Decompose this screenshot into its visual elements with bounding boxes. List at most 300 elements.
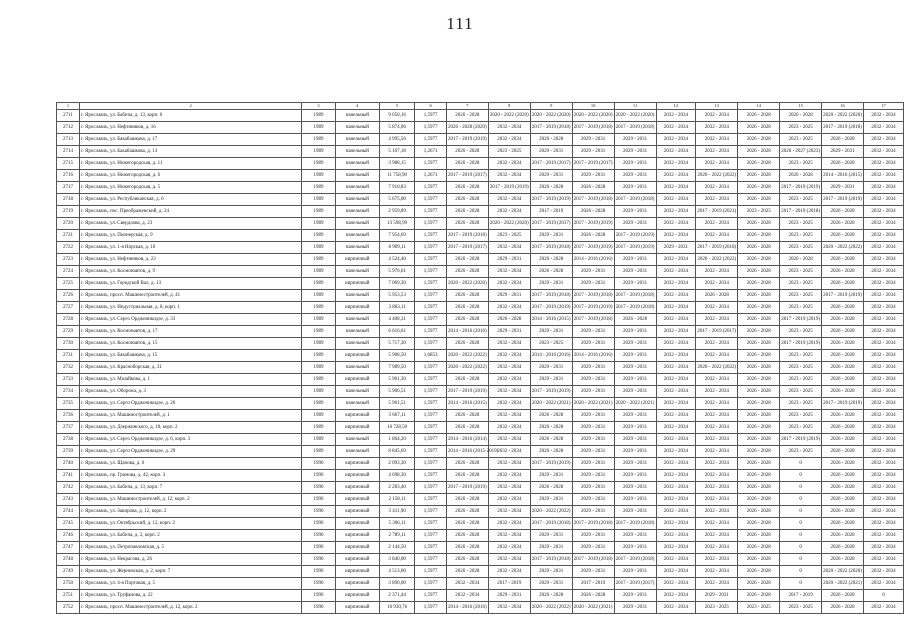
table-cell: г. Ярославль, ул. Индустриальная, д. 8, корп. 1: [80, 302, 302, 314]
table-cell: 2032 - 2034: [696, 218, 738, 230]
table-row: [57, 566, 904, 578]
table-cell: 2026 - 2028: [822, 134, 864, 146]
table-cell: 1,5977: [415, 470, 446, 482]
table-cell: 2032 - 2034: [656, 494, 696, 506]
table-cell: 2 144,50: [379, 542, 415, 554]
table-cell: 2032 - 2034: [656, 146, 696, 158]
table-row: [57, 350, 904, 362]
table-cell: 2032 - 2034: [488, 122, 530, 134]
table-cell: 1989: [302, 326, 336, 338]
table-cell: 2032 - 2034: [488, 302, 530, 314]
table-cell: 1,5977: [415, 230, 446, 242]
table-cell: 3 840,00: [379, 554, 415, 566]
table-cell: 2032 - 2034: [656, 302, 696, 314]
table-cell: панельный: [335, 230, 379, 242]
table-cell: 16 930,76: [379, 602, 415, 614]
table-cell: 0: [780, 482, 822, 494]
column-number-cell: 5: [379, 103, 415, 110]
table-cell: 2032 - 2034: [656, 194, 696, 206]
table-cell: 2017 - 2019 (2019): [530, 386, 572, 398]
table-row: [57, 470, 904, 482]
table-cell: 1989: [302, 218, 336, 230]
table-cell: г. Ярославль, ул. Бакабашкова, д. 17: [80, 134, 302, 146]
table-cell: г. Ярославль, ул. Космонавтов, д. 9: [80, 266, 302, 278]
table-cell: 2029 - 2031: [530, 494, 572, 506]
table-cell: г. Ярославль, пр. Громова, д. 42, корп. 3: [80, 470, 302, 482]
table-cell: 2032 - 2034: [656, 566, 696, 578]
table-cell: 7 910,83: [379, 182, 415, 194]
table-cell: 2032 - 2034: [864, 470, 904, 482]
table-cell: 2032 - 2034: [864, 398, 904, 410]
table-cell: 2720: [57, 218, 80, 230]
table-cell: 2029 - 2031: [572, 566, 614, 578]
table-cell: 2026 - 2028: [780, 254, 822, 266]
table-cell: 2734: [57, 386, 80, 398]
table-cell: г. Ярославль, ул. Машиностроителей, д. 1: [80, 410, 302, 422]
table-cell: 2032 - 2034: [696, 494, 738, 506]
table-row: [57, 122, 904, 134]
table-cell: 2032 - 2034: [696, 482, 738, 494]
table-cell: 2732: [57, 362, 80, 374]
table-cell: 2026 - 2028: [738, 170, 780, 182]
table-cell: 2731: [57, 350, 80, 362]
table-cell: 13 598,99: [379, 218, 415, 230]
table-cell: 2029 - 2031: [572, 542, 614, 554]
table-cell: 1,5977: [415, 494, 446, 506]
table-cell: 2 158,11: [379, 494, 415, 506]
table-cell: 9 050,16: [379, 110, 415, 122]
table-cell: 2026 - 2028: [446, 314, 488, 326]
table-cell: 2032 - 2034: [696, 158, 738, 170]
table-cell: 2032 - 2034: [696, 434, 738, 446]
table-cell: кирпичный: [335, 302, 379, 314]
table-cell: 2029 - 2031: [614, 134, 656, 146]
table-cell: 5 167,18: [379, 146, 415, 158]
table-cell: панельный: [335, 434, 379, 446]
table-cell: 1,6853: [415, 350, 446, 362]
table-cell: 2026 - 2028: [446, 182, 488, 194]
table-cell: 2017 - 2019 (2017): [530, 158, 572, 170]
table-cell: 2746: [57, 530, 80, 542]
table-cell: 2032 - 2034: [864, 350, 904, 362]
table-cell: 1989: [302, 230, 336, 242]
table-cell: 2026 - 2028: [738, 254, 780, 266]
table-cell: 2017 - 2019 (2019): [780, 314, 822, 326]
table-cell: 2032 - 2034: [864, 134, 904, 146]
table-cell: 2029 - 2031: [614, 350, 656, 362]
table-cell: 2026 - 2028: [822, 218, 864, 230]
table-cell: г. Ярославль, ул. Нижегородская, д. 5: [80, 182, 302, 194]
table-cell: 2026 - 2028: [446, 542, 488, 554]
table-cell: 2738: [57, 434, 80, 446]
table-cell: 1990: [302, 590, 336, 602]
table-cell: 2026 - 2028: [530, 254, 572, 266]
table-cell: 1989: [302, 350, 336, 362]
table-cell: 2032 - 2034: [656, 506, 696, 518]
table-cell: 1989: [302, 182, 336, 194]
table-cell: 2726: [57, 290, 80, 302]
table-row: [57, 398, 904, 410]
table-cell: 1989: [302, 194, 336, 206]
table-cell: 2026 - 2028: [488, 314, 530, 326]
table-cell: 2029 - 2031: [614, 506, 656, 518]
table-cell: 2032 - 2034: [488, 482, 530, 494]
table-cell: 1990: [302, 518, 336, 530]
table-cell: 2026 - 2028: [530, 446, 572, 458]
table-cell: 2032 - 2034: [696, 410, 738, 422]
table-cell: 2728: [57, 314, 80, 326]
table-cell: 2029 - 2031: [488, 590, 530, 602]
table-cell: 2032 - 2034: [488, 530, 530, 542]
table-cell: 2711: [57, 110, 80, 122]
table-cell: 2026 - 2028: [696, 290, 738, 302]
table-cell: 2032 - 2034: [488, 542, 530, 554]
table-cell: 2017 - 2019 (2019): [572, 242, 614, 254]
table-cell: 2032 - 2034: [656, 278, 696, 290]
table-cell: 2719: [57, 206, 80, 218]
table-cell: г. Ярославль, ул. Космонавтов, д. 17: [80, 326, 302, 338]
table-cell: 2751: [57, 590, 80, 602]
table-cell: 2017 - 2019 (2019): [614, 242, 656, 254]
table-cell: 2026 - 2028: [822, 446, 864, 458]
table-cell: 2026 - 2028: [738, 530, 780, 542]
table-cell: 1,5977: [415, 194, 446, 206]
table-cell: 2740: [57, 458, 80, 470]
table-cell: 2029 - 2031: [572, 266, 614, 278]
table-cell: 2029 - 2031: [614, 266, 656, 278]
table-cell: 2029 - 2031: [614, 566, 656, 578]
table-cell: панельный: [335, 242, 379, 254]
table-cell: 2029 - 2031: [530, 470, 572, 482]
table-cell: панельный: [335, 446, 379, 458]
table-cell: 2715: [57, 158, 80, 170]
table-cell: 4 698,30: [379, 470, 415, 482]
table-cell: 2026 - 2028: [822, 506, 864, 518]
table-cell: 2017 - 2019: [780, 590, 822, 602]
table-cell: г. Ярославль, ул. 4-я Портовая, д. 5: [80, 578, 302, 590]
table-cell: 2032 - 2034: [656, 110, 696, 122]
table-cell: 2023 - 2025: [530, 338, 572, 350]
table-cell: 4 995,56: [379, 134, 415, 146]
table-cell: 2020 - 2022 (2022): [446, 350, 488, 362]
table-cell: 2020 - 2022 (2022): [696, 170, 738, 182]
table-cell: 2032 - 2034: [864, 374, 904, 386]
table-cell: 6 616,61: [379, 326, 415, 338]
table-cell: 2029 - 2031: [572, 482, 614, 494]
table-cell: 0: [780, 494, 822, 506]
table-cell: 2026 - 2028: [738, 338, 780, 350]
table-cell: 2032 - 2034: [488, 158, 530, 170]
table-cell: г. Ярославль, ул. Серго Орджоникидзе, д. 29: [80, 446, 302, 458]
table-cell: 1,5977: [415, 422, 446, 434]
table-cell: 2026 - 2028: [822, 422, 864, 434]
table-cell: 2032 - 2034: [488, 338, 530, 350]
table-cell: 2 959,89: [379, 206, 415, 218]
table-cell: 0: [780, 530, 822, 542]
table-cell: 1,5977: [415, 398, 446, 410]
table-cell: 2749: [57, 566, 80, 578]
table-cell: 2017 - 2019: [530, 206, 572, 218]
table-cell: 2026 - 2028: [446, 470, 488, 482]
table-cell: 2712: [57, 122, 80, 134]
table-cell: 2026 - 2028: [738, 566, 780, 578]
table-cell: 2026 - 2028: [738, 182, 780, 194]
table-cell: 2026 - 2028: [530, 410, 572, 422]
table-cell: 2029 - 2031: [572, 386, 614, 398]
table-cell: 2026 - 2028: [738, 494, 780, 506]
table-cell: 2023 - 2025: [780, 350, 822, 362]
table-cell: 2029 - 2031: [530, 362, 572, 374]
table-cell: 2023 - 2025: [780, 386, 822, 398]
table-cell: 0: [780, 554, 822, 566]
table-cell: 1989: [302, 446, 336, 458]
table-cell: 2739: [57, 446, 80, 458]
table-cell: 1,2671: [415, 170, 446, 182]
table-cell: 2032 - 2034: [656, 326, 696, 338]
table-cell: 2725: [57, 278, 80, 290]
table-cell: 2032 - 2034: [656, 434, 696, 446]
table-cell: 2029 - 2031: [572, 494, 614, 506]
table-cell: кирпичный: [335, 278, 379, 290]
table-cell: 0: [780, 470, 822, 482]
table-row: [57, 554, 904, 566]
table-cell: 2017 - 2019 (2018): [530, 290, 572, 302]
table-cell: 2032 - 2034: [696, 230, 738, 242]
table-cell: 2029 - 2031: [614, 362, 656, 374]
table-cell: 2017 - 2019 (2019): [530, 194, 572, 206]
table-cell: 1,5977: [415, 554, 446, 566]
table-cell: 2017 - 2019 (2017): [614, 578, 656, 590]
table-cell: 5 675,00: [379, 194, 415, 206]
table-cell: 2023 - 2025: [488, 230, 530, 242]
table-cell: 2026 - 2028: [738, 218, 780, 230]
table-row: [57, 182, 904, 194]
table-cell: 2032 - 2034: [656, 386, 696, 398]
table-cell: 2026 - 2028: [738, 314, 780, 326]
table-cell: 2026 - 2028: [446, 338, 488, 350]
table-cell: 2748: [57, 554, 80, 566]
table-cell: 1,5977: [415, 182, 446, 194]
table-cell: 1,5977: [415, 206, 446, 218]
table-cell: г. Ярославль, ул. Петропавловская, д. 5: [80, 542, 302, 554]
table-row: [57, 194, 904, 206]
table-cell: 2029 - 2031: [696, 590, 738, 602]
table-cell: 2032 - 2034: [656, 482, 696, 494]
column-number-cell: 13: [696, 103, 738, 110]
table-cell: 2017 - 2019 (2019): [572, 302, 614, 314]
table-cell: 2017 - 2019 (2019): [780, 434, 822, 446]
table-cell: 1,5977: [415, 374, 446, 386]
table-cell: 2032 - 2034: [488, 170, 530, 182]
table-cell: 11 758,90: [379, 170, 415, 182]
table-cell: панельный: [335, 146, 379, 158]
table-cell: 2020 - 2022 (2020): [488, 218, 530, 230]
table-cell: 2029 - 2031: [614, 170, 656, 182]
table-cell: г. Ярославль, ул. Бабича, д. 2, корп. 2: [80, 530, 302, 542]
table-cell: 2032 - 2034: [488, 518, 530, 530]
table-cell: 2017 - 2019 (2018): [614, 518, 656, 530]
table-cell: 2023 - 2025: [780, 302, 822, 314]
table-cell: 2026 - 2028: [822, 278, 864, 290]
table-cell: 2026 - 2028: [446, 302, 488, 314]
table-cell: 2026 - 2028: [446, 374, 488, 386]
table-cell: 2020 - 2022 (2022): [696, 254, 738, 266]
table-cell: 5 976,61: [379, 266, 415, 278]
table-cell: 2014 - 2016 (2015): [530, 314, 572, 326]
table-cell: 2017 - 2019 (2017): [446, 242, 488, 254]
table-cell: 2026 - 2028: [822, 494, 864, 506]
column-number-cell: 6: [415, 103, 446, 110]
table-cell: 2017 - 2019 (2017): [572, 158, 614, 170]
table-cell: 1990: [302, 542, 336, 554]
table-cell: 1,5977: [415, 242, 446, 254]
table-cell: 2026 - 2028: [446, 566, 488, 578]
table-cell: 2020 - 2022 (2021): [530, 398, 572, 410]
table-cell: 2026 - 2028: [530, 134, 572, 146]
table-cell: 2029 - 2031: [572, 446, 614, 458]
table-cell: 2032 - 2034: [864, 482, 904, 494]
table-cell: 5 908,50: [379, 350, 415, 362]
table-cell: 2032 - 2034: [488, 350, 530, 362]
table-cell: 2032 - 2034: [488, 194, 530, 206]
table-cell: 2026 - 2028: [780, 170, 822, 182]
table-cell: 2032 - 2034: [696, 446, 738, 458]
table-cell: 2032 - 2034: [696, 266, 738, 278]
table-cell: кирпичный: [335, 458, 379, 470]
table-cell: 2026 - 2028: [738, 266, 780, 278]
table-cell: 2026 - 2028: [530, 482, 572, 494]
table-cell: 1,5977: [415, 590, 446, 602]
table-cell: 2017 - 2019 (2019): [530, 458, 572, 470]
table-cell: 2032 - 2034: [864, 182, 904, 194]
table-cell: 2026 - 2028: [738, 278, 780, 290]
table-cell: 0: [864, 590, 904, 602]
table-cell: 2020 - 2022 (2020): [614, 110, 656, 122]
table-cell: 2026 - 2028: [738, 134, 780, 146]
table-cell: 2729: [57, 326, 80, 338]
table-cell: панельный: [335, 134, 379, 146]
table-cell: г. Ярославль, ул. Октябрьский, д. 12, корп. 2: [80, 518, 302, 530]
table-cell: 1,5977: [415, 446, 446, 458]
table-cell: 1989: [302, 434, 336, 446]
table-cell: 2026 - 2028: [738, 290, 780, 302]
table-cell: 1990: [302, 494, 336, 506]
table-row: [57, 230, 904, 242]
table-cell: 1989: [302, 302, 336, 314]
table-cell: 2029 - 2031: [572, 170, 614, 182]
table-cell: 1990: [302, 566, 336, 578]
table-cell: г. Ярославль, ул. Бакабашкова, д. 15: [80, 350, 302, 362]
table-cell: 2014 - 2016 (2016): [446, 602, 488, 614]
column-number-cell: 2: [80, 103, 302, 110]
table-row: [57, 602, 904, 614]
table-cell: 2029 - 2031: [572, 362, 614, 374]
table-cell: 0: [780, 506, 822, 518]
table-cell: 2032 - 2034: [696, 302, 738, 314]
table-cell: 2026 - 2028: [822, 350, 864, 362]
table-cell: 2026 - 2028: [738, 590, 780, 602]
table-cell: 2026 - 2028: [738, 122, 780, 134]
table-cell: 2026 - 2028: [738, 446, 780, 458]
table-cell: 2026 - 2028: [822, 482, 864, 494]
table-cell: 2026 - 2028: [822, 386, 864, 398]
table-cell: 2026 - 2028: [446, 494, 488, 506]
table-cell: 2032 - 2034: [656, 182, 696, 194]
table-cell: 2032 - 2034: [656, 470, 696, 482]
table-cell: 2026 - 2028: [822, 158, 864, 170]
table-cell: 2029 - 2031: [572, 470, 614, 482]
table-cell: 2032 - 2034: [696, 374, 738, 386]
table-row: [57, 158, 904, 170]
table-cell: г. Ярославль, ул. Дзержинского, д. 18, корп. 2: [80, 422, 302, 434]
table-cell: 1,5977: [415, 134, 446, 146]
table-cell: 4 513,00: [379, 566, 415, 578]
column-number-cell: 10: [572, 103, 614, 110]
table-cell: 2032 - 2034: [696, 314, 738, 326]
table-cell: 1,5977: [415, 278, 446, 290]
column-number-cell: 7: [446, 103, 488, 110]
table-row: [57, 326, 904, 338]
table-cell: г. Ярославль, ул. Закирова, д. 12, корп. 2: [80, 506, 302, 518]
table-cell: панельный: [335, 386, 379, 398]
table-cell: 1989: [302, 422, 336, 434]
table-cell: 2029 - 2031: [530, 230, 572, 242]
table-cell: панельный: [335, 398, 379, 410]
table-cell: 1989: [302, 254, 336, 266]
table-cell: 1990: [302, 530, 336, 542]
table-cell: 2032 - 2034: [488, 386, 530, 398]
table-cell: 2029 - 2031: [614, 530, 656, 542]
table-cell: 2032 - 2034: [696, 386, 738, 398]
table-cell: 2026 - 2028: [738, 362, 780, 374]
table-cell: 2026 - 2028: [822, 302, 864, 314]
table-cell: панельный: [335, 266, 379, 278]
table-cell: 0: [780, 458, 822, 470]
table-cell: 2032 - 2034: [696, 458, 738, 470]
table-cell: 2032 - 2034: [656, 350, 696, 362]
table-cell: г. Ярославль, ул. Нефтяников, д. 23: [80, 254, 302, 266]
table-cell: 2032 - 2034: [656, 134, 696, 146]
table-cell: 2017 - 2019 (2018): [572, 554, 614, 566]
table-cell: 1989: [302, 242, 336, 254]
table-cell: 7 989,50: [379, 362, 415, 374]
table-cell: 2723: [57, 254, 80, 266]
table-cell: 2017 - 2019 (2017): [530, 218, 572, 230]
table-cell: 2026 - 2028: [572, 590, 614, 602]
table-cell: г. Ярославль, ул. 1-я Норская, д. 10: [80, 242, 302, 254]
table-cell: 2029 - 2031: [572, 434, 614, 446]
table-cell: 2026 - 2028: [822, 542, 864, 554]
table-cell: г. Ярославль, ул. Некрасова, д. 26: [80, 554, 302, 566]
table-cell: 2032 - 2034: [656, 590, 696, 602]
table-cell: 2032 - 2034: [656, 602, 696, 614]
table-cell: 2026 - 2028: [822, 602, 864, 614]
table-cell: 2020 - 2022 (2020): [446, 278, 488, 290]
table-cell: кирпичный: [335, 554, 379, 566]
table-cell: 2026 - 2028: [446, 158, 488, 170]
table-cell: г. Ярославль, ул. Бакабашкова, д. 13: [80, 146, 302, 158]
table-cell: 3 988,15: [379, 158, 415, 170]
table-cell: 2023 - 2025: [780, 362, 822, 374]
table-cell: 5 717,30: [379, 338, 415, 350]
table-cell: 2020 - 2022 (2020): [822, 110, 864, 122]
table-cell: 2032 - 2034: [864, 290, 904, 302]
table-cell: 2017 - 2019 (2019): [822, 194, 864, 206]
table-cell: 2026 - 2028: [738, 158, 780, 170]
table-cell: 2032 - 2034: [656, 338, 696, 350]
table-cell: 1,5977: [415, 578, 446, 590]
table-cell: 1989: [302, 206, 336, 218]
